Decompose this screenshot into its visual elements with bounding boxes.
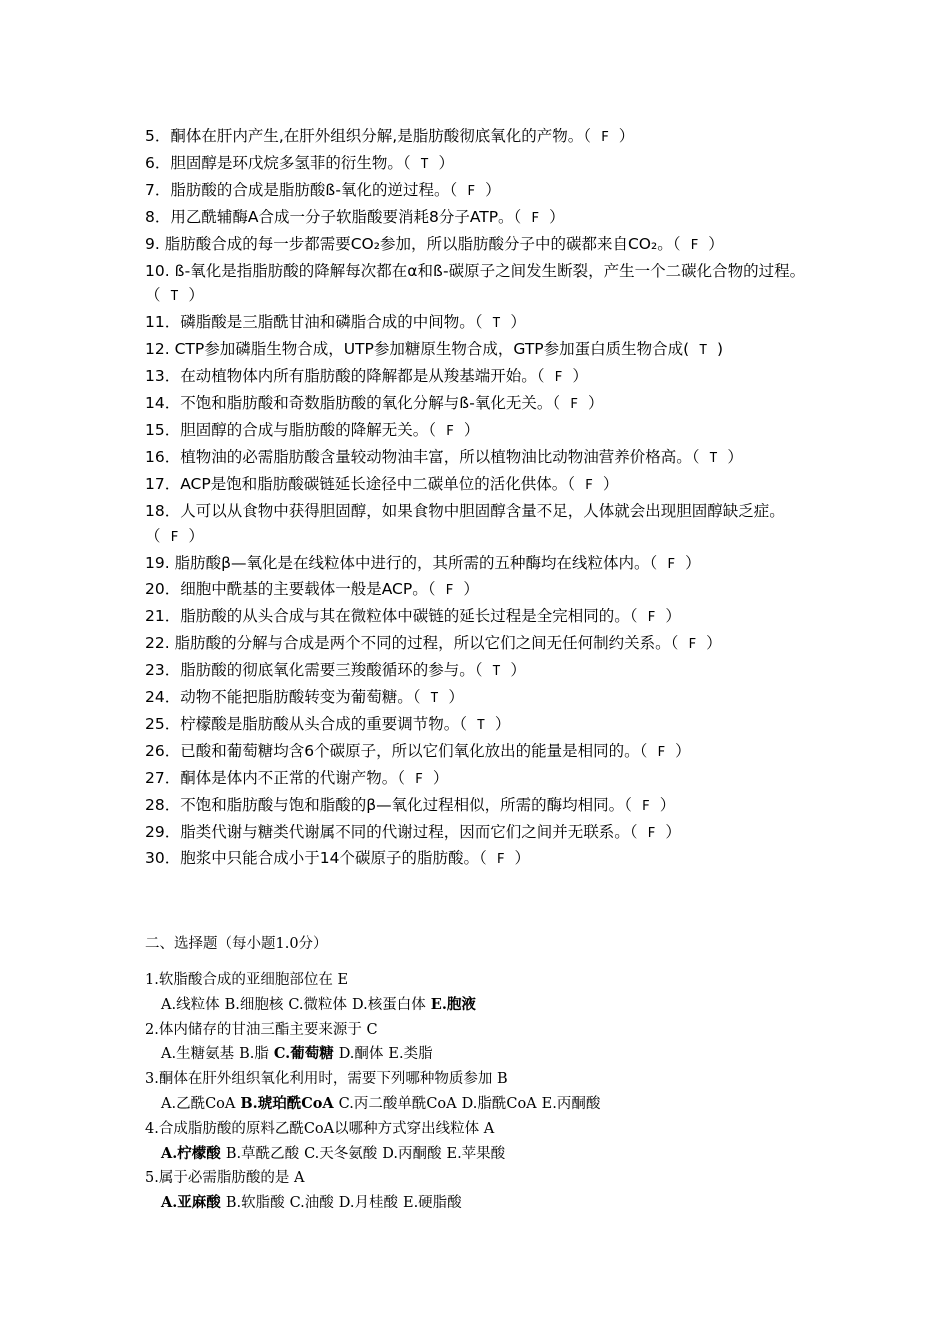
section-title: 二、选择题（每小题1.0分） — [145, 936, 328, 952]
tf-question — [145, 418, 810, 445]
tf-answer: F — [467, 183, 476, 199]
choice-options — [145, 993, 810, 1018]
tf-question — [145, 712, 810, 739]
tf-answer: F — [584, 477, 593, 493]
tf-question — [145, 739, 810, 766]
tf-answer: F — [690, 237, 699, 253]
tf-question-text: 18．人可以从食物中获得胆固醇，如果食物中胆固醇含量不足，人体就会出现胆固醇缺乏症。（ — [145, 501, 785, 545]
tf-close-paren: ） — [510, 661, 526, 680]
choice-option: E.丙酮酸 — [541, 1095, 601, 1112]
choice-options — [145, 1142, 810, 1167]
tf-close-paren: ） — [675, 741, 691, 760]
tf-question-text: 15．胆固醇的合成与脂肪酸的降解无关。（ — [145, 420, 436, 439]
tf-answer: F — [445, 583, 454, 599]
tf-close-paren: ） — [494, 714, 511, 733]
choice-question-stem: 5.属于必需脂肪酸的是 A — [145, 1170, 305, 1187]
tf-question-text: 13．在动植物体内所有脂肪酸的降解都是从羧基端开始。（ — [145, 367, 545, 386]
tf-answer: T — [420, 156, 429, 172]
tf-close-paren: ） — [463, 420, 480, 439]
tf-answer: F — [641, 798, 650, 814]
tf-question-text: 10. ß-氧化是指脂肪酸的降解每次都在α和ß-碳原子之间发生断裂，产生一个二碳化合物的过程。（ — [145, 261, 806, 305]
choice-option: D.核蛋白体 — [352, 996, 426, 1013]
tf-question — [145, 846, 810, 873]
tf-close-paren: ） — [708, 234, 724, 253]
tf-answer: F — [414, 771, 423, 787]
tf-answer: F — [496, 852, 505, 868]
tf-question-text: 22. 脂肪酸的分解与合成是两个不同的过程，所以它们之间无任何制约关系。（ — [145, 634, 679, 653]
tf-answer: T — [430, 691, 439, 707]
tf-answer: F — [688, 637, 697, 653]
tf-question-text: 27．酮体是体内不正常的代谢产物。（ — [145, 768, 405, 787]
tf-answer: T — [476, 717, 485, 733]
tf-question — [145, 364, 810, 391]
choice-option: B.草酰乙酸 — [225, 1145, 300, 1162]
tf-close-paren: ） — [514, 849, 531, 868]
choice-question-stem: 4.合成脂肪酸的原料乙酰CoA以哪种方式穿出线粒体 A — [145, 1120, 495, 1137]
tf-close-paren: ） — [685, 553, 701, 572]
tf-answer: F — [531, 210, 540, 226]
tf-question — [145, 499, 810, 551]
tf-close-paren: ） — [448, 688, 464, 707]
choice-question-stem: 1.软脂酸合成的亚细胞部位在 E — [145, 972, 349, 988]
tf-close-paren: ） — [549, 207, 565, 226]
tf-question — [145, 391, 810, 418]
tf-close-paren: ） — [510, 313, 526, 332]
choice-question-list — [145, 968, 810, 1216]
tf-question-text: 23．脂肪酸的彻底氧化需要三羧酸循环的参与。（ — [145, 661, 483, 680]
tf-question — [145, 151, 810, 178]
choice-option: E.苹果酸 — [446, 1145, 506, 1162]
choice-options — [145, 1092, 810, 1117]
tf-question-text: 7．脂肪酸的合成是脂肪酸ß-氧化的逆过程。（ — [145, 180, 458, 199]
choice-option: B.脂 — [239, 1046, 269, 1063]
tf-question-text: 11．磷脂酸是三脂酰甘油和磷脂合成的中间物。（ — [145, 313, 483, 332]
tf-answer: F — [657, 744, 666, 760]
tf-close-paren: ） — [438, 153, 454, 172]
tf-answer: T — [709, 450, 718, 466]
choice-option: A.乙酰CoA — [161, 1095, 236, 1112]
choice-options — [145, 1191, 810, 1216]
choice-option: C.天冬氨酸 — [304, 1145, 378, 1162]
tf-question-text: 9. 脂肪酸合成的每一步都需要CO₂参加，所以脂肪酸分子中的碳都来自CO₂。（ — [145, 234, 681, 253]
choice-option: C.微粒体 — [288, 996, 348, 1013]
choice-option: A.生糖氨基 — [161, 1046, 235, 1063]
tf-question — [145, 472, 810, 499]
tf-close-paren: ) — [717, 340, 724, 359]
tf-question — [145, 604, 810, 631]
tf-answer: T — [170, 289, 179, 305]
tf-answer: F — [445, 423, 454, 439]
tf-close-paren: ） — [188, 526, 204, 545]
tf-question-text: 19. 脂肪酸β—氧化是在线粒体中进行的，其所需的五种酶均在线粒体内。（ — [145, 553, 658, 572]
tf-question — [145, 232, 810, 259]
tf-question — [145, 124, 810, 151]
tf-question-text: 12. CTP参加磷脂生物合成，UTP参加糖原生物合成，GTP参加蛋白质生物合成( — [145, 340, 690, 359]
choice-question-stem: 2.体内储存的甘油三酯主要来源于 C — [145, 1021, 378, 1038]
choice-option: D.月桂酸 — [338, 1195, 398, 1212]
tf-question — [145, 310, 810, 337]
choice-option: E.硬脂酸 — [402, 1195, 462, 1212]
tf-question-text: 17．ACP是饱和脂肪酸碳链延长途径中二碳单位的活化供体。（ — [145, 474, 575, 493]
tf-answer: F — [647, 610, 656, 626]
choice-question-stem: 3.酮体在肝外组织氧化利用时，需要下列哪种物质参加 B — [145, 1071, 508, 1088]
choice-options — [145, 1042, 810, 1067]
choice-option-correct: A.柠檬酸 — [161, 1144, 221, 1162]
choice-option: D.脂酰CoA — [461, 1095, 537, 1112]
tf-close-paren: ） — [659, 795, 676, 814]
tf-question — [145, 551, 810, 578]
tf-answer: T — [492, 316, 501, 332]
tf-answer: F — [570, 397, 578, 413]
true-false-section — [145, 124, 810, 873]
tf-question — [145, 685, 810, 712]
tf-close-paren: ） — [706, 634, 722, 653]
tf-close-paren: ） — [485, 180, 501, 199]
tf-question — [145, 793, 810, 820]
tf-question — [145, 658, 810, 685]
tf-close-paren: ） — [587, 394, 604, 413]
tf-question-text: 14．不饱和脂肪酸和奇数脂肪酸的氧化分解与ß-氧化无关。（ — [145, 394, 561, 413]
tf-question-text: 5．酮体在肝内产生,在肝外组织分解,是脂肪酸彻底氧化的产物。（ — [145, 127, 591, 145]
tf-question-text: 21．脂肪酸的从头合成与其在微粒体中碳链的延长过程是全完相同的。（ — [145, 607, 638, 626]
tf-question — [145, 766, 810, 793]
choice-option: D.酮体 — [338, 1046, 384, 1063]
tf-question-text: 28．不饱和脂肪酸与饱和脂酸的β—氧化过程相似，所需的酶均相同。（ — [145, 795, 632, 814]
tf-question — [145, 205, 810, 232]
tf-question-text: 8．用乙酰辅酶A合成一分子软脂酸要消耗8分子ATP。（ — [145, 207, 522, 226]
tf-close-paren: ） — [188, 286, 204, 305]
tf-question-text: 24．动物不能把脂肪酸转变为葡萄糖。（ — [145, 688, 421, 707]
choice-option: B.软脂酸 — [225, 1195, 285, 1212]
tf-close-paren: ） — [665, 607, 681, 626]
tf-question — [145, 445, 810, 472]
tf-answer: F — [667, 556, 676, 572]
choice-option-correct: E.胞液 — [430, 995, 476, 1013]
tf-question — [145, 631, 810, 658]
tf-question — [145, 577, 810, 604]
tf-question-text: 20．细胞中酰基的主要载体一般是ACP。（ — [145, 580, 436, 599]
choice-option-correct: C.葡萄糖 — [273, 1045, 334, 1063]
tf-question — [145, 178, 810, 205]
tf-answer: F — [600, 130, 609, 145]
tf-question — [145, 820, 810, 847]
choice-option: C.丙二酸单酰CoA — [338, 1095, 457, 1112]
choice-option-correct: A.亚麻酸 — [161, 1194, 221, 1212]
tf-answer: F — [170, 529, 179, 545]
tf-close-paren: ） — [572, 367, 588, 386]
tf-close-paren: ） — [727, 447, 743, 466]
tf-answer: T — [699, 343, 708, 359]
tf-question-text: 29．脂类代谢与糖类代谢属不同的代谢过程，因而它们之间并无联系。（ — [145, 822, 638, 841]
tf-question — [145, 337, 810, 364]
choice-option: D.丙酮酸 — [382, 1145, 442, 1162]
tf-close-paren: ） — [665, 822, 681, 841]
choice-option-correct: B.琥珀酰CoA — [240, 1094, 334, 1112]
tf-question-text: 26．已酸和葡萄糖均含6个碳原子，所以它们氧化放出的能量是相同的。（ — [145, 741, 648, 760]
tf-close-paren: ） — [618, 127, 635, 145]
tf-close-paren: ） — [463, 580, 479, 599]
tf-close-paren: ） — [602, 474, 619, 493]
choice-option: B.细胞核 — [224, 996, 284, 1013]
tf-question-text: 6．胆固醇是环戊烷多氢菲的衍生物。（ — [145, 153, 411, 172]
tf-answer: F — [554, 370, 563, 386]
tf-question-text: 16．植物油的必需脂肪酸含量较动物油丰富，所以植物油比动物油营养价格高。（ — [145, 447, 700, 466]
choice-section — [145, 932, 810, 1216]
tf-answer: F — [647, 825, 656, 841]
choice-option: C.油酸 — [289, 1195, 334, 1212]
tf-question-text: 25．柠檬酸是脂肪酸从头合成的重要调节物。（ — [145, 714, 467, 733]
choice-option: E.类脂 — [388, 1046, 433, 1063]
tf-question — [145, 259, 810, 311]
tf-question-text: 30．胞浆中只能合成小于14个碳原子的脂肪酸。（ — [145, 849, 487, 868]
choice-option: A.线粒体 — [161, 996, 220, 1013]
tf-close-paren: ） — [432, 768, 449, 787]
tf-answer: T — [492, 664, 501, 680]
